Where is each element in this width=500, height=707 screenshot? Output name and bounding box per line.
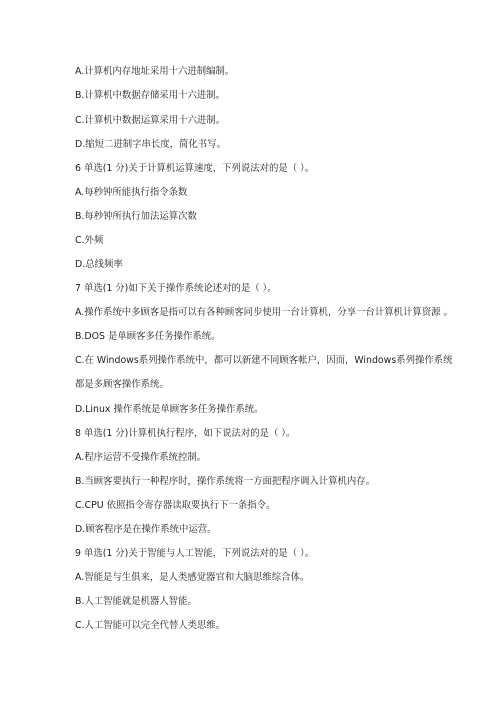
question-9: 9 单选(1 分)关于智能与人工智能，下列说法对的是（ ）。 — [75, 548, 315, 559]
option-a-q8: A.程序运营不受操作系统控制。 — [75, 452, 207, 463]
option-b-q5: B.计算机中数据存储采用十六进制。 — [75, 90, 226, 101]
option-c-q7: C.在 Windows系列操作系统中，都可以新建不同顾客帐户，因而，Windows系列操作系统 — [75, 355, 453, 366]
option-b-q7: B.DOS 是单顾客多任务操作系统。 — [75, 331, 221, 342]
option-b-q6: B.每秒钟所执行加法运算次数 — [75, 211, 197, 222]
option-b-q8: B.当顾客要执行一种程序时，操作系统将一方面把程序调入计算机内存。 — [75, 476, 376, 487]
option-c-q6: C.外频 — [75, 235, 104, 246]
option-c-q9: C.人工智能可以完全代替人类思维。 — [75, 620, 226, 631]
option-a-q6: A.每秒钟所能执行指令条数 — [75, 187, 188, 198]
option-d-q5: D.缩短二进制字串长度，简化书写。 — [75, 139, 226, 150]
question-8: 8 单选(1 分)计算机执行程序，如下说法对的是（ ）。 — [75, 428, 296, 439]
option-c-q5: C.计算机中数据运算采用十六进制。 — [75, 115, 226, 126]
option-a-q5: A.计算机内存地址采用十六进制编制。 — [75, 66, 235, 77]
option-a-q9: A.智能是与生俱来，是人类感觉器官和大脑思维综合体。 — [75, 572, 310, 583]
option-d-q7: D.Linux 操作系统是单顾客多任务操作系统。 — [75, 404, 264, 415]
option-b-q9: B.人工智能就是机器人智能。 — [75, 596, 197, 607]
option-c-q8: C.CPU 依照指令寄存器读取要执行下一条指令。 — [75, 500, 276, 511]
option-c-q7-continued: 都是多顾客操作系统。 — [75, 379, 169, 390]
option-d-q8: D.顾客程序是在操作系统中运营。 — [75, 524, 217, 535]
question-7: 7 单选(1 分)如下关于操作系统论述对的是（ ）。 — [75, 283, 277, 294]
option-a-q7: A.操作系统中多顾客是指可以有各种顾客同步使用一台计算机，分享一台计算机计算资源 。 — [75, 307, 453, 318]
question-6: 6 单选(1 分)关于计算机运算速度，下列说法对的是（ ）。 — [75, 163, 315, 174]
option-d-q6: D.总线频率 — [75, 259, 123, 270]
